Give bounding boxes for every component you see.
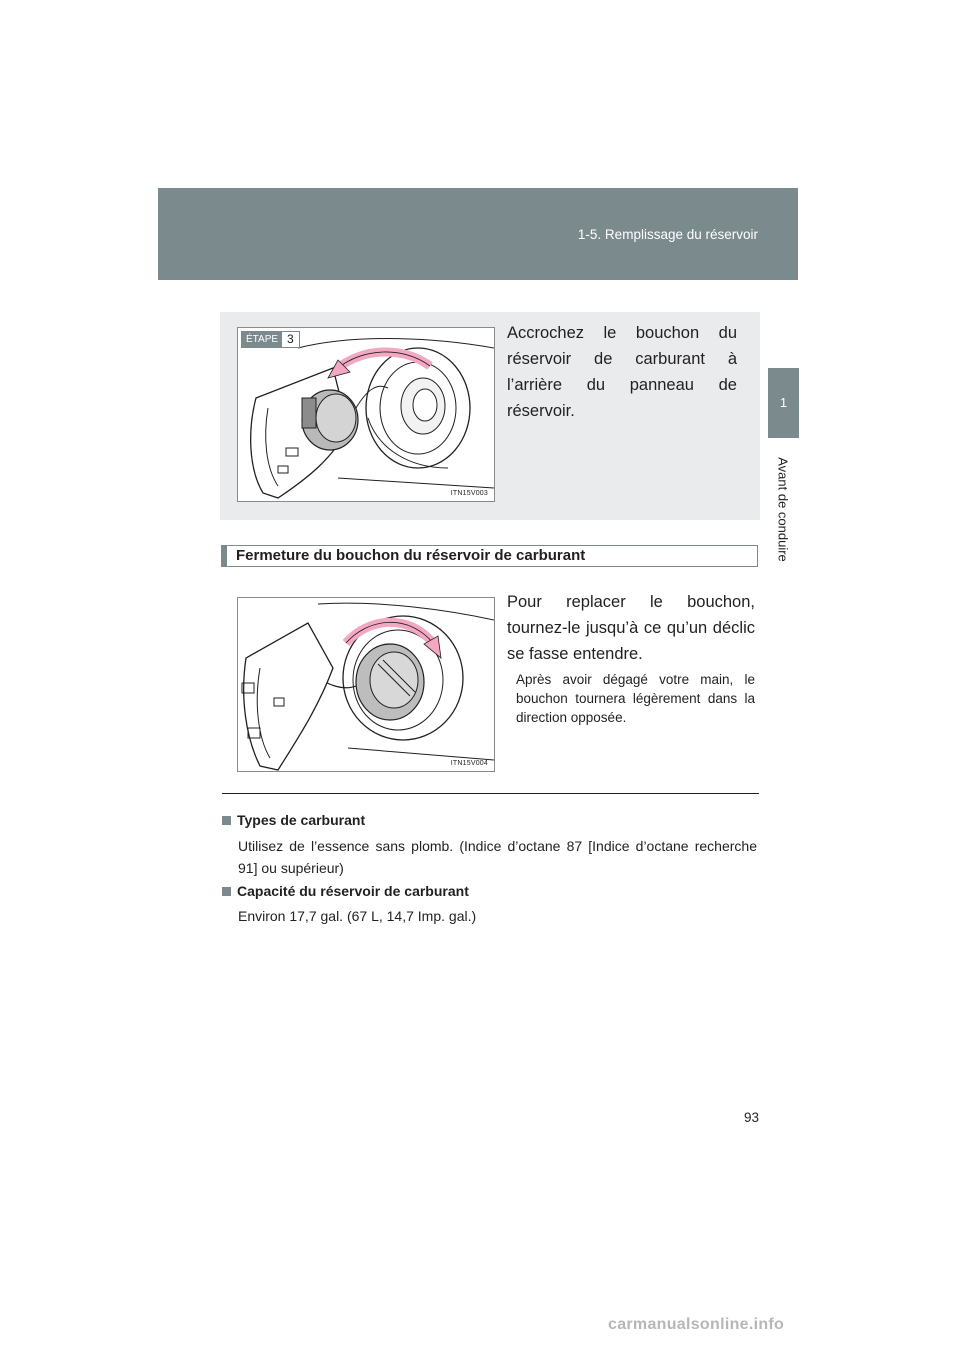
page-number: 93 bbox=[744, 1110, 760, 1125]
section-divider bbox=[222, 793, 759, 794]
chapter-tab bbox=[768, 368, 799, 438]
fuel-cap-close-illustration bbox=[237, 597, 495, 772]
figure-code: ITN15V004 bbox=[450, 760, 488, 767]
page-header bbox=[158, 188, 798, 280]
section-title: 1-5. Remplissage du réservoir bbox=[577, 227, 758, 242]
chapter-number: 1 bbox=[779, 395, 788, 410]
info-heading: Types de carburant bbox=[222, 812, 757, 828]
step-badge-number: 3 bbox=[282, 332, 299, 347]
step-badge-label: ÉTAPE bbox=[242, 332, 282, 347]
info-tank-capacity bbox=[222, 883, 757, 927]
info-body: Utilisez de l’essence sans plomb. (Indice d’octane 87 [Indice d’octane recherche 91] ou supérieur) bbox=[238, 838, 757, 876]
fuel-cap-tighten-drawing bbox=[238, 598, 494, 771]
info-body: Environ 17,7 gal. (67 L, 14,7 Imp. gal.) bbox=[238, 908, 477, 924]
fuel-cap-hang-illustration bbox=[237, 327, 495, 502]
fuel-door-open-drawing bbox=[238, 328, 494, 501]
closing-section-heading: Fermeture du bouchon du réservoir de carburant bbox=[221, 545, 758, 567]
closing-instruction: Pour replacer le bouchon, tournez-le jusqu’à ce qu’un déclic se fasse entendre. bbox=[507, 593, 755, 663]
watermark: carmanualsonline.info bbox=[608, 1316, 785, 1333]
info-fuel-types bbox=[222, 812, 757, 879]
bullet-square-icon bbox=[222, 887, 231, 896]
info-heading: Capacité du réservoir de carburant bbox=[222, 883, 757, 899]
closing-note: Après avoir dégagé votre main, le bouchon tournera légèrement dans la direction opposée. bbox=[516, 672, 755, 725]
step-instruction: Accrochez le bouchon du réservoir de carburant à l’arrière du panneau de réservoir. bbox=[507, 324, 737, 420]
figure-code: ITN15V003 bbox=[450, 490, 488, 497]
bullet-square-icon bbox=[222, 816, 231, 825]
step-badge bbox=[241, 331, 300, 348]
